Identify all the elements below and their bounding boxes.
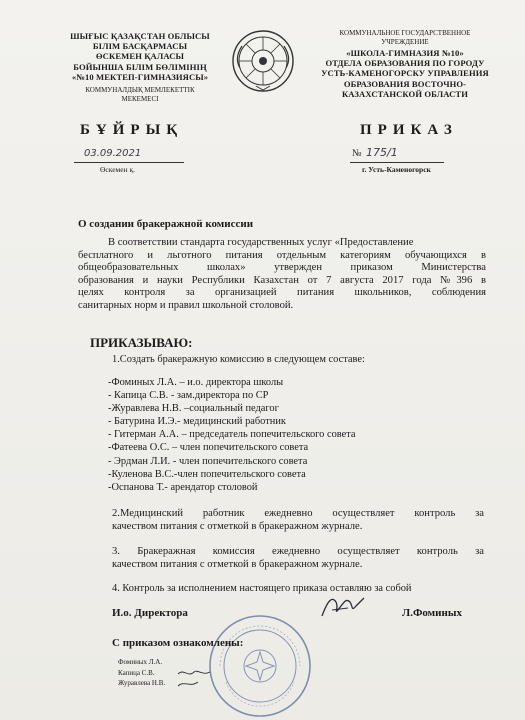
header-right-line: КАЗАХСТАНСКОЙ ОБЛАСТИ bbox=[341, 88, 469, 99]
order-word-kz: БҰЙРЫҚ bbox=[80, 122, 184, 138]
member-item: -Фатеева О.С. – член попечительского совета bbox=[108, 442, 309, 454]
order-number: 175/1 bbox=[366, 146, 398, 159]
preamble-line: образования и науки Республики Казахстан от 7 августа 2017 года №396 в bbox=[78, 274, 486, 286]
header-right bbox=[305, 29, 505, 99]
stamp-icon bbox=[206, 612, 314, 720]
members-list bbox=[108, 376, 356, 494]
order-word-ru: ПРИКАЗ bbox=[360, 122, 458, 138]
emblem-icon bbox=[230, 28, 296, 94]
header-right-sub: УЧРЕЖДЕНИЕ bbox=[381, 37, 429, 46]
initials-signature-icon bbox=[176, 666, 216, 690]
member-item: - Эрдман Л.И. - член попечительского совета bbox=[108, 455, 308, 467]
header-left-sub: КОММУНАЛДЫҚ МЕМЛЕКЕТТІК bbox=[85, 86, 195, 95]
point-4: 4. Контроль за исполнением настоящего приказа оставляю за собой bbox=[112, 583, 412, 594]
acquainted-list bbox=[118, 657, 165, 689]
header-left-line: ШЫҒЫС ҚАЗАҚСТАН ОБЛЫСЫ bbox=[70, 31, 210, 41]
acquainted-item: Журавлева Н.В. bbox=[118, 679, 166, 687]
preamble-line: общеобразовательных школах» утвержден приказом Министерства bbox=[78, 262, 486, 274]
point-2-line: 2.Медицинский работник ежедневно осуществляет контроль за bbox=[112, 508, 484, 519]
member-item: -Фоминых Л.А. – и.о. директора школы bbox=[108, 377, 284, 388]
header-right-line: ОТДЕЛА ОБРАЗОВАНИЯ ПО ГОРОДУ bbox=[325, 58, 485, 69]
city-ru: г. Усть-Каменогорск bbox=[362, 165, 431, 174]
signature-name: Л.Фоминых bbox=[402, 607, 462, 619]
order-title: О создании бракеражной комиссии bbox=[78, 218, 254, 230]
header-left-line: БОЙЫНША БІЛІМ БӨЛІМІНІҢ bbox=[73, 61, 207, 72]
member-item: - Батурина И.Э.- медицинский работник bbox=[108, 416, 286, 428]
member-item: -Оспанова Т.- арендатор столовой bbox=[108, 481, 258, 493]
point-3-line: качеством питания с отметкой в бракеражном журнале. bbox=[112, 558, 363, 570]
point-2-line: качеством питания с отметкой в бракеражном журнале. bbox=[112, 520, 363, 532]
header-left-line: ӨСКЕМЕН ҚАЛАСЫ bbox=[95, 51, 185, 62]
signature-position: И.о. Директора bbox=[112, 607, 188, 619]
number-underline bbox=[350, 162, 444, 163]
header-right-sub: КОММУНАЛЬНОЕ ГОСУДАРСТВЕННОЕ bbox=[339, 29, 471, 37]
member-item: - Капица С.В. - зам.директора по СР bbox=[108, 390, 269, 402]
preamble-line: бесплатного и льготного питания отдельным категориям обучающихся в bbox=[78, 249, 486, 261]
preamble-line: санитарных норм и правил школьной столовой. bbox=[78, 299, 294, 311]
point-2 bbox=[112, 508, 484, 533]
header-left-sub: МЕКЕМЕСІ bbox=[121, 94, 159, 103]
header-right-line: УСТЬ-КАМЕНОГОРСКУ УПРАВЛЕНИЯ bbox=[321, 68, 489, 79]
header-left-line: БІЛІМ БАСҚАРМАСЫ bbox=[92, 41, 188, 52]
city-kz: Өскемен қ. bbox=[100, 165, 136, 174]
member-item: -Куленова В.С.-член попечительского совета bbox=[108, 468, 306, 480]
signature-icon bbox=[318, 592, 368, 622]
point-1: 1.Создать бракеражную комиссию в следующем составе: bbox=[112, 354, 365, 365]
order-number-prefix: № bbox=[352, 148, 362, 159]
orders-heading: ПРИКАЗЫВАЮ: bbox=[90, 335, 193, 350]
header-left bbox=[40, 31, 240, 103]
header-right-line: ОБРАЗОВАНИЯ ВОСТОЧНО- bbox=[343, 78, 467, 89]
point-3 bbox=[112, 546, 484, 571]
date-underline bbox=[74, 162, 184, 163]
acquainted-heading: С приказом ознакомлены: bbox=[112, 637, 244, 649]
header-left-line: «№10 МЕКТЕП-ГИМНАЗИЯСЫ» bbox=[71, 71, 209, 82]
member-item: - Гитерман А.А. – председатель попечительского совета bbox=[108, 429, 356, 441]
acquainted-item: Фоминых Л.А. bbox=[118, 658, 163, 666]
order-date: 03.09.2021 bbox=[84, 148, 142, 159]
preamble-line: В соответствии стандарта государственных услуг «Предоставление bbox=[108, 237, 414, 248]
acquainted-item: Капица С.В. bbox=[118, 668, 155, 677]
preamble bbox=[78, 237, 486, 313]
point-3-line: 3. Бракеражная комиссия ежедневно осуществляет контроль за bbox=[112, 546, 484, 557]
header-right-line: «ШКОЛА-ГИМНАЗИЯ №10» bbox=[346, 48, 464, 58]
member-item: -Журавлева Н.В. –социальный педагог bbox=[108, 403, 279, 415]
preamble-line: целях контроля за организацией питания школьников, соблюдения bbox=[78, 287, 486, 299]
